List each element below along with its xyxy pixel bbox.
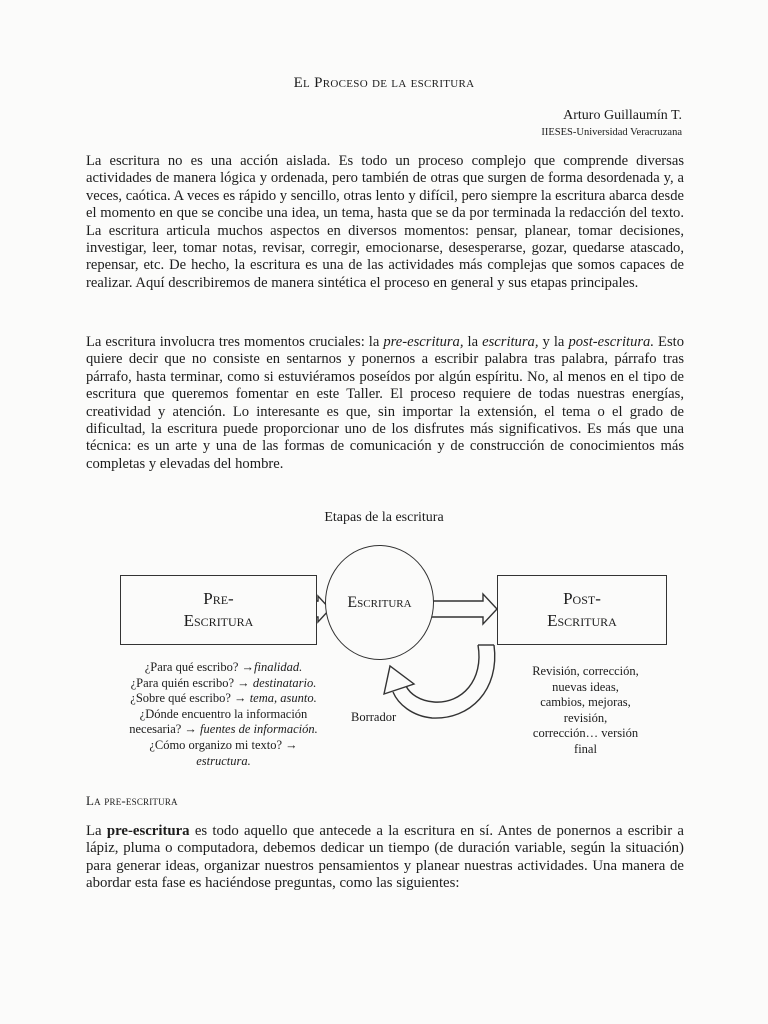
question-answer: finalidad. <box>254 660 303 674</box>
question-line <box>96 754 351 770</box>
question-text: ¿Para qué escribo? → <box>144 660 255 674</box>
pre-escritura-line2: Escritura <box>183 611 254 630</box>
term-pre-escritura-bold: pre-escritura <box>106 823 190 839</box>
question-text: necesaria? → <box>129 722 197 737</box>
post-escritura-box <box>497 575 667 645</box>
post-note-line: revisión, <box>563 710 608 725</box>
post-escritura-notes <box>508 664 663 758</box>
escritura-label: Escritura <box>347 593 412 611</box>
question-answer: tema, asunto. <box>249 691 317 706</box>
pre-escritura-lead: La <box>86 823 107 839</box>
author-affiliation: IIESES-Universidad Veracruzana <box>541 127 682 138</box>
borrador-label: Borrador <box>351 710 397 724</box>
pre-escritura-line1: Pre- <box>203 589 234 608</box>
escritura-circle <box>325 545 434 660</box>
pre-escritura-paragraph <box>86 823 684 893</box>
post-note-line: Revisión, corrección, <box>532 664 639 678</box>
question-line <box>96 738 351 754</box>
post-note-line: cambios, mejoras, <box>540 695 631 710</box>
moments-lead: La escritura involucra tres momentos cruciales: la <box>86 334 384 350</box>
post-escritura-line1: Post- <box>563 589 601 608</box>
question-answer: destinatario. <box>252 675 317 690</box>
moments-paragraph <box>86 334 684 473</box>
pre-escritura-box <box>120 575 317 645</box>
author-name: Arturo Guillaumín T. <box>563 108 682 123</box>
question-text: ¿Sobre qué escribo? → <box>130 691 247 706</box>
question-line <box>96 722 351 738</box>
moments-connector-2: y la <box>538 334 569 350</box>
term-post-escritura: post-escritura. <box>568 334 654 350</box>
document-title: El Proceso de la escritura <box>293 75 475 91</box>
question-text: ¿Cómo organizo mi texto? → <box>149 737 298 752</box>
term-pre-escritura: pre-escritura, <box>383 334 464 350</box>
moments-rest: Esto quiere decir que no consiste en sentarnos y ponernos a escribir palabra tras palabra, párrafo tras párrafo, hasta terminar, como si estuviéramos poseídos por algún espíritu. No, al menos en el tipo de escritura que queremos fomentar en este Taller. El proceso requiere de todas nuestras energías, creatividad y atención. Lo interesante es que, sin importar la extensión, el tema o el grado de dificultad, la escritura puede proporcionar uno de los disfrutes más significativos. Es más que una técnica: es un arte y una de las formas de comunicación y de construcción de conocimientos más completas y elevadas del hombre. <box>86 334 684 472</box>
question-answer: fuentes de información. <box>200 722 318 737</box>
question-text: ¿Para quién escribo? → <box>130 675 250 690</box>
diagram-caption: Etapas de la escritura <box>324 510 444 525</box>
arrow-escritura-to-post-icon <box>432 594 497 624</box>
question-line <box>96 691 351 707</box>
moments-connector-1: la <box>463 334 483 350</box>
post-escritura-line2: Escritura <box>547 611 617 630</box>
post-note-line: corrección… versión <box>532 726 639 741</box>
pre-escritura-questions <box>96 660 351 769</box>
question-line <box>96 660 351 676</box>
question-line <box>96 707 351 723</box>
question-answer: estructura. <box>196 753 251 768</box>
pre-escritura-rest: es todo aquello que antecede a la escritura en sí. Antes de ponernos a escribir a lápiz, pluma o computadora, debemos dedicar un tiempo (de duración variable, según la situación) para generar ideas, organizar nuestros pensamientos y planear nuestras actividades. Una manera de abordar esta fase es haciéndose preguntas, como las siguientes: <box>86 823 684 892</box>
post-note-line: final <box>574 741 597 756</box>
intro-paragraph: La escritura no es una acción aislada. Es todo un proceso complejo que comprende diversas actividades de manera lógica y ordenada, pero también de otras que surgen de forma desordenada y, a veces, caótica. A veces es rápido y sencillo, otras lento y difícil, pero siempre la escritura abarca desde el momento en que se concibe una idea, un tema, hasta que se da por terminada la redacción del texto. La escritura articula muchos aspectos en diversos momentos: pensar, planear, tomar decisiones, investigar, leer, tomar notas, revisar, corregir, emocionarse, desesperarse, gozar, quedarse atascado, repensar, etc. De hecho, la escritura es una de las actividades más complejas que somos capaces de realizar. Aquí describiremos de manera sintética el proceso en general y sus etapas principales. <box>86 153 684 291</box>
section-heading-pre-escritura: La pre-escritura <box>86 793 178 808</box>
question-text: ¿Dónde encuentro la información <box>139 706 308 721</box>
borrador-loop-arrow-icon <box>384 645 495 718</box>
post-note-line: nuevas ideas, <box>552 679 619 694</box>
term-escritura: escritura, <box>482 334 539 350</box>
question-line <box>96 676 351 692</box>
